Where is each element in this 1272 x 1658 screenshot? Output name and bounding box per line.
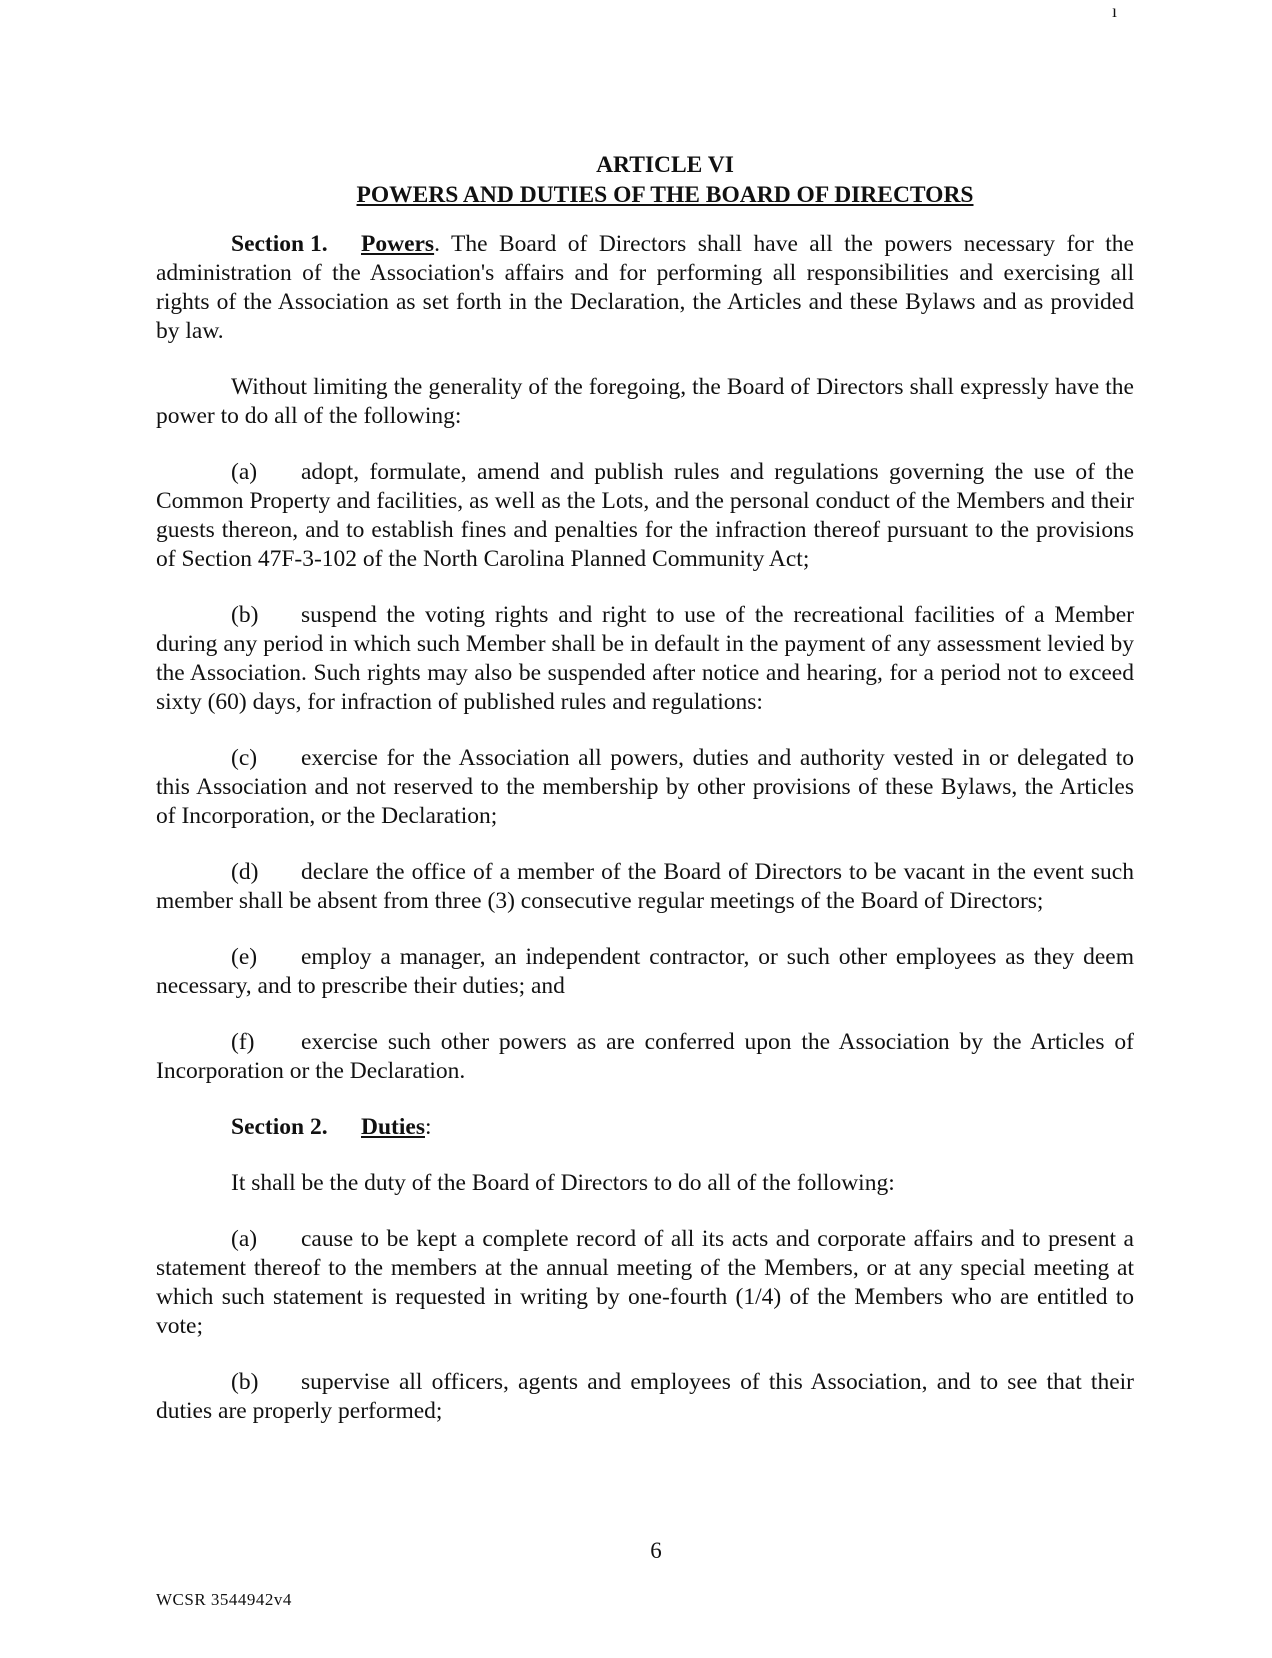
section-1-item-b: [156, 601, 1134, 717]
item-text: suspend the voting rights and right to use of the recreational facilities of a Member during any period in which such Member shall be in default in the payment of any assessment levied by the Association. Such rights may also be suspended after notice and hearing, for a period not to exceed sixty (60) days, for infraction of published rules and regulations:: [156, 602, 1134, 715]
section-2-item-a: [156, 1225, 1134, 1341]
item-marker: (a): [231, 1226, 258, 1252]
section-1-item-c: [156, 744, 1134, 831]
item-marker: (b): [231, 1369, 259, 1395]
section-2-heading: [156, 1113, 1134, 1142]
document-id: WCSR 3544942v4: [156, 1590, 292, 1609]
section-1-item-f: [156, 1028, 1134, 1086]
item-text: supervise all officers, agents and employees of this Association, and to see that their duties are properly performed;: [156, 1369, 1134, 1424]
item-text: declare the office of a member of the Board of Directors to be vacant in the event such member shall be absent from three (3) consecutive regular meetings of the Board of Directors;: [156, 859, 1134, 914]
document-body: [156, 150, 1134, 1426]
section-2-title-suffix: :: [424, 1114, 432, 1140]
item-marker: (b): [231, 602, 259, 628]
item-text: cause to be kept a complete record of all its acts and corporate affairs and to present a statement thereof to the members at the annual meeting of the Members, or at any special meeting at which such statement is requested in writing by one-fourth (1/4) of the Members who are entitled to vote;: [156, 1226, 1134, 1339]
section-1-item-d: [156, 858, 1134, 916]
section-1-item-e: [156, 943, 1134, 1001]
section-1-label: Section 1.: [231, 231, 328, 257]
article-title: ARTICLE VI: [596, 152, 734, 178]
article-subtitle: POWERS AND DUTIES OF THE BOARD OF DIRECTORS: [356, 182, 974, 208]
item-marker: (e): [231, 944, 258, 970]
corner-mark: ı: [1112, 1, 1118, 21]
section-2-title: Duties: [361, 1114, 425, 1140]
item-text: employ a manager, an independent contractor, or such other employees as they deem necessary, and to prescribe their duties; and: [156, 944, 1134, 999]
item-marker: (d): [231, 859, 259, 885]
section-2-intro: It shall be the duty of the Board of Directors to do all of the following:: [231, 1170, 895, 1196]
item-marker: (c): [231, 745, 258, 771]
section-2-label: Section 2.: [231, 1114, 328, 1140]
section-1-paragraph: [156, 230, 1134, 346]
page-number: 6: [650, 1538, 662, 1563]
article-heading: [156, 150, 1134, 210]
item-text: adopt, formulate, amend and publish rules and regulations governing the use of the Common Property and facilities, as well as the Lots, and the personal conduct of the Members and their guests thereon, and to establish fines and penalties for the infraction thereof pursuant to the provisions of Section 47F-3-102 of the North Carolina Planned Community Act;: [156, 459, 1134, 572]
item-text: exercise such other powers as are conferred upon the Association by the Articles of Incorporation or the Declaration.: [156, 1029, 1134, 1084]
item-text: exercise for the Association all powers, duties and authority vested in or delegated to this Association and not reserved to the membership by other provisions of these Bylaws, the Articles of Incorporation, or the Declaration;: [156, 745, 1134, 829]
section-1-item-a: [156, 458, 1134, 574]
item-marker: (a): [231, 459, 258, 485]
section-1-text: . The Board of Directors shall have all the powers necessary for the administration of the Association's affairs and for performing all responsibilities and exercising all rights of the Association as set forth in the Declaration, the Articles and these Bylaws and as provided by law.: [156, 231, 1134, 344]
section-1-title: Powers: [361, 231, 435, 257]
item-marker: (f): [231, 1029, 255, 1055]
section-2-item-b: [156, 1368, 1134, 1426]
section-1-intro: Without limiting the generality of the foregoing, the Board of Directors shall expressly have the power to do all of the following:: [156, 374, 1134, 429]
